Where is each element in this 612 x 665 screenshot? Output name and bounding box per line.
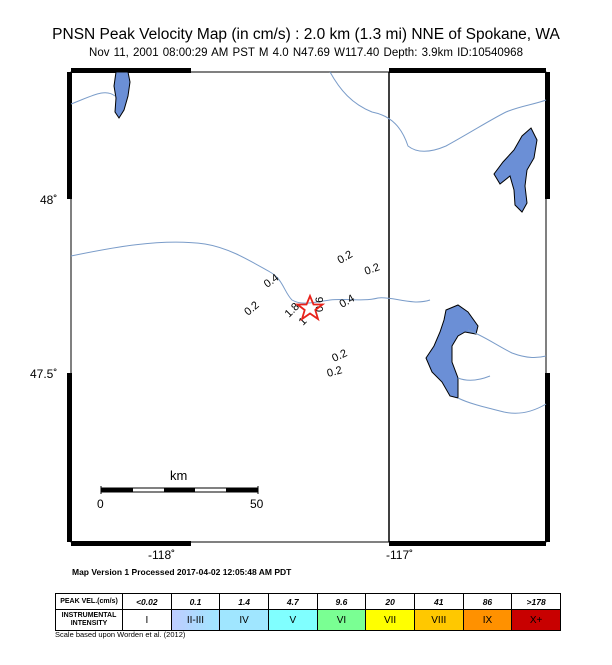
velocity-value: 0.1 xyxy=(171,594,220,610)
velocity-header: PEAK VEL.(cm/s) xyxy=(56,594,123,610)
scale-end: 50 xyxy=(250,497,264,511)
contour-label: 0.2 xyxy=(335,248,355,267)
lon-label-117: -117˚ xyxy=(386,548,414,562)
lon-label-118: -118˚ xyxy=(148,548,176,562)
intensity-cell: V xyxy=(268,610,317,631)
velocity-value: 41 xyxy=(414,594,463,610)
contour-label: 0.4 xyxy=(337,292,357,311)
intensity-cell: VI xyxy=(317,610,366,631)
event-details: Nov 11, 2001 08:00:29 AM PST M 4.0 N47.69 W117.40 Depth: 3.9km ID:10540968 xyxy=(89,47,523,59)
lake-east-north xyxy=(494,128,537,212)
rivers xyxy=(71,72,546,413)
intensity-header: INSTRUMENTAL INTENSITY xyxy=(56,610,123,631)
intensity-legend xyxy=(55,593,561,631)
contour-label: 0.2 xyxy=(362,261,382,278)
contour-label: 0.6 xyxy=(314,296,326,312)
scale-bar xyxy=(97,468,264,511)
map-title: PNSN Peak Velocity Map (in cm/s) : 2.0 km (1.3 mi) NNE of Spokane, WA xyxy=(52,26,560,43)
footnote: Scale based upon Worden et al. (2012) xyxy=(55,630,186,639)
intensity-cell: VII xyxy=(366,610,415,631)
intensity-cell: I xyxy=(123,610,172,631)
scale-start: 0 xyxy=(97,497,104,511)
contour-label: 0.2 xyxy=(330,347,350,365)
contour-label: 1 xyxy=(296,315,310,329)
velocity-value: 86 xyxy=(463,594,512,610)
velocity-row xyxy=(56,594,561,610)
velocity-value: 20 xyxy=(366,594,415,610)
lake-north xyxy=(114,72,130,118)
lake-coeur-dalene xyxy=(426,305,478,398)
velocity-value: 4.7 xyxy=(268,594,317,610)
intensity-cell: II-III xyxy=(171,610,220,631)
intensity-row xyxy=(56,610,561,631)
frame-ticks xyxy=(67,68,550,546)
intensity-cell: X+ xyxy=(512,610,561,631)
velocity-value: >178 xyxy=(512,594,561,610)
contour-label: 0.2 xyxy=(242,299,262,319)
lat-label-47-5: 47.5˚ xyxy=(30,367,58,381)
map-frame xyxy=(71,72,546,542)
lat-label-48: 48˚ xyxy=(40,193,58,207)
velocity-value: 1.4 xyxy=(220,594,269,610)
velocity-value: <0.02 xyxy=(123,594,172,610)
map-version: Map Version 1 Processed 2017-04-02 12:05:48 AM PDT xyxy=(72,567,292,577)
contour-label: 0.4 xyxy=(261,271,282,291)
scale-unit: km xyxy=(170,468,188,483)
velocity-value: 9.6 xyxy=(317,594,366,610)
contour-label: 1.8 xyxy=(282,300,302,321)
intensity-cell: IV xyxy=(220,610,269,631)
contour-label: 0.2 xyxy=(325,364,344,380)
intensity-cell: VIII xyxy=(414,610,463,631)
intensity-cell: IX xyxy=(463,610,512,631)
